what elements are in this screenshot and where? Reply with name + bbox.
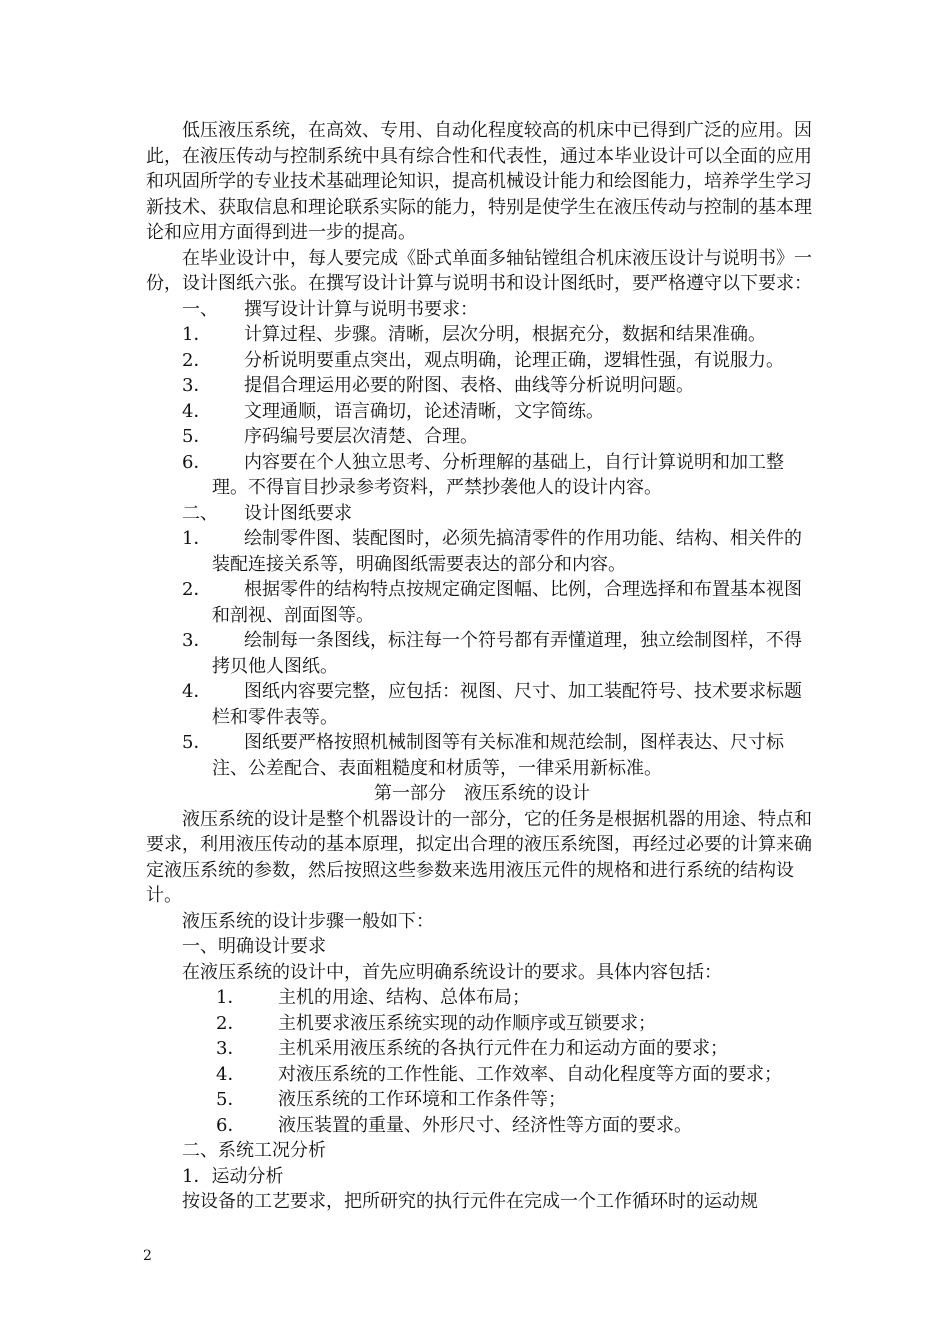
item-text: 分析说明要重点突出，观点明确，论理正确，逻辑性强，有说服力。: [244, 349, 784, 371]
item-text: 液压系统的工作环境和工作条件等；: [278, 1089, 566, 1110]
item-text: 内容要在个人独立思考、分析理解的基础上，自行计算说明和加工整理。不得盲目抄录参考资料，严禁抄袭他人的设计内容。: [212, 451, 784, 498]
list-item: [146, 526, 818, 577]
item-text: 对液压系统的工作性能、工作效率、自动化程度等方面的要求；: [278, 1063, 782, 1085]
list-item: [146, 1011, 818, 1037]
item-text: 图纸内容要完整，应包括：视图、尺寸、加工装配符号、技术要求标题栏和零件表等。: [212, 681, 802, 728]
list-item: [146, 424, 818, 450]
item-number: 6．: [216, 1114, 246, 1136]
item-number: 5．: [216, 1089, 246, 1110]
motion-analysis-paragraph: 按设备的工艺要求，把所研究的执行元件在完成一个工作循环时的运动规: [182, 1191, 758, 1212]
list-item: [146, 730, 818, 781]
section-heading-writing: [146, 297, 818, 323]
part-label: 第一部分: [374, 783, 446, 804]
section-title: 撰写设计计算与说明书要求：: [244, 298, 478, 320]
list-item: [146, 322, 818, 348]
part-intro-paragraph: 液压系统的设计是整个机器设计的一部分，它的任务是根据机器的用途、特点和要求，利用液压传动的基本原理，拟定出合理的液压系统图，再经过必要的计算来确定液压系统的参数，然后按照这些参数来选用液压元件的规格和进行系统的结构设计。: [146, 808, 812, 906]
item-number: 1．: [182, 324, 212, 345]
item-text: 主机要求液压系统实现的动作顺序或互锁要求；: [278, 1012, 656, 1034]
intro-paragraph: 低压液压系统，在高效、专用、自动化程度较高的机床中已得到广泛的应用。因此，在液压传动与控制系统中具有综合性和代表性，通过本毕业设计可以全面的应用和巩固所学的专业技术基础理论知识，提高机械设计能力和绘图能力，培养学生学习新技术、获取信息和理论联系实际的能力，特别是使学生在液压传动与控制的基本理论和应用方面得到进一步的提高。: [146, 120, 812, 243]
list-item: [146, 348, 818, 374]
heading-design-requirements: 一、明确设计要求: [182, 936, 326, 957]
list-item: [146, 1113, 818, 1139]
item-number: 4．: [182, 681, 212, 702]
item-number: 5．: [182, 732, 212, 753]
design-requirements-paragraph: 在液压系统的设计中，首先应明确系统设计的要求。具体内容包括：: [182, 961, 722, 983]
item-number: 1．: [182, 528, 212, 549]
item-number: 3．: [182, 630, 212, 651]
item-text: 主机采用液压系统的各执行元件在力和运动方面的要求；: [278, 1038, 728, 1059]
item-text: 根据零件的结构特点按规定确定图幅、比例，合理选择和布置基本视图和剖视、剖面图等。: [212, 579, 802, 626]
item-text: 图纸要严格按照机械制图等有关标准和规范绘制，图样表达、尺寸标注、公差配合、表面粗糙度和材质等，一律采用新标准。: [212, 732, 784, 779]
list-item: [146, 1062, 818, 1088]
item-number: 2．: [182, 349, 212, 371]
heading-condition-analysis: 二、系统工况分析: [182, 1140, 326, 1161]
item-text: 绘制零件图、装配图时，必须先搞清零件的作用功能、结构、相关件的装配连接关系等，明确图纸需要表达的部分和内容。: [212, 528, 802, 575]
item-number: 3．: [182, 375, 212, 396]
item-text: 文理通顺，语言确切，论述清晰，文字简练。: [244, 400, 604, 422]
list-item: [146, 628, 818, 679]
section-title: 设计图纸要求: [244, 502, 352, 524]
item-number: 4．: [216, 1063, 246, 1085]
document-body: [146, 118, 818, 1215]
item-text: 提倡合理运用必要的附图、表格、曲线等分析说明问题。: [244, 375, 694, 396]
list-item: [146, 679, 818, 730]
list-item: [146, 1036, 818, 1062]
requirements-intro-paragraph: 在毕业设计中，每人要完成《卧式单面多轴钻镗组合机床液压设计与说明书》一份，设计图纸六张。在撰写设计计算与说明书和设计图纸时，要严格遵守以下要求：: [146, 247, 812, 294]
list-item: [146, 1087, 818, 1113]
list-item: [146, 577, 818, 628]
list-item: [146, 985, 818, 1011]
item-number: 2．: [216, 1012, 246, 1034]
item-text: 序码编号要层次清楚、合理。: [244, 426, 478, 447]
part-heading: [146, 781, 818, 807]
page-number: 2: [143, 1248, 152, 1264]
item-number: 1．: [216, 987, 246, 1008]
item-text: 主机的用途、结构、总体布局；: [278, 987, 530, 1008]
part-title: 液压系统的设计: [464, 783, 590, 804]
list-item: [146, 373, 818, 399]
list-item: [146, 399, 818, 425]
item-text: 绘制每一条图线，标注每一个符号都有弄懂道理，独立绘制图样，不得拷贝他人图纸。: [212, 630, 802, 677]
section-number: 二、: [182, 502, 218, 524]
section-number: 一、: [182, 298, 218, 320]
list-item: [146, 450, 818, 501]
item-number: 4．: [182, 400, 212, 422]
heading-motion-analysis: 1．运动分析: [182, 1165, 284, 1187]
item-number: 2．: [182, 579, 212, 600]
item-number: 6．: [182, 451, 212, 473]
item-text: 计算过程、步骤。清晰，层次分明，根据充分，数据和结果准确。: [244, 324, 766, 345]
steps-intro-paragraph: 液压系统的设计步骤一般如下：: [182, 910, 434, 932]
item-number: 5．: [182, 426, 212, 447]
section-heading-drawings: [146, 501, 818, 527]
item-text: 液压装置的重量、外形尺寸、经济性等方面的要求。: [278, 1114, 692, 1136]
item-number: 3．: [216, 1038, 246, 1059]
